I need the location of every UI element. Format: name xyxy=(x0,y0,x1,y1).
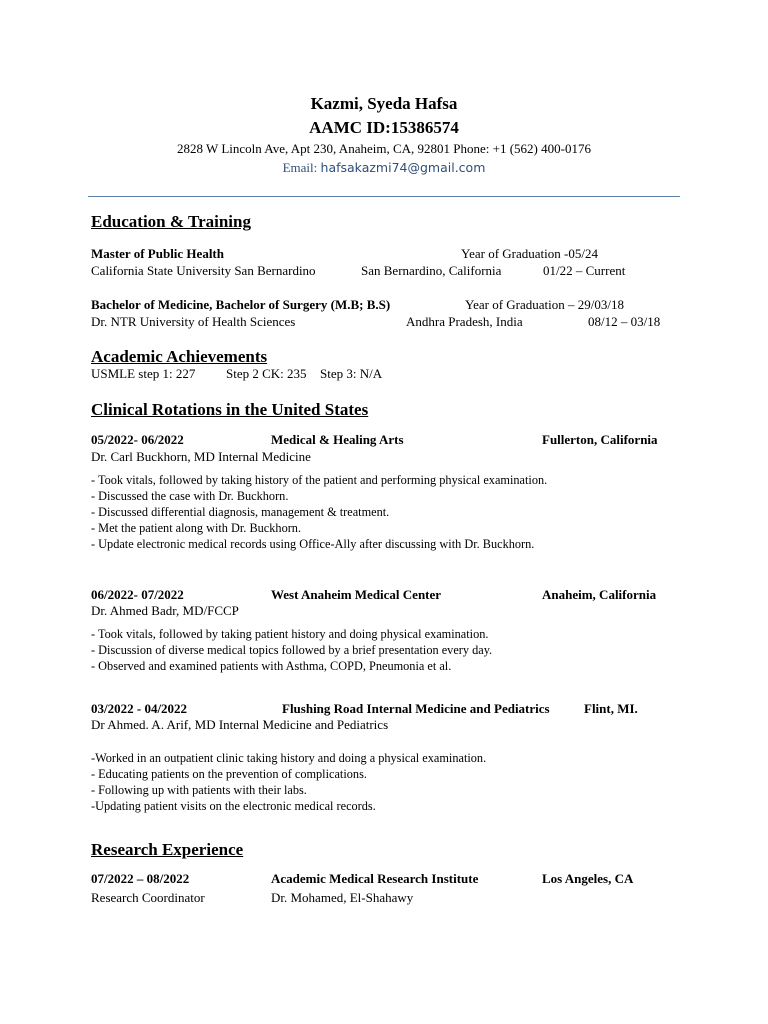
contact-address: 2828 W Lincoln Ave, Apt 230, Anaheim, CA, 92801 Phone: +1 (562) 400-0176 xyxy=(177,141,591,156)
rotation-doctor: Dr. Ahmed Badr, MD/FCCP xyxy=(91,603,239,618)
graduation-year: Year of Graduation – 29/03/18 xyxy=(465,297,624,312)
candidate-name: Kazmi, Syeda Hafsa xyxy=(310,94,458,113)
research-dates: 07/2022 – 08/2022 xyxy=(91,871,190,886)
email-link[interactable]: hafsakazmi74@gmail.com xyxy=(320,160,486,175)
school-name: Dr. NTR University of Health Sciences xyxy=(91,314,296,329)
graduation-year: Year of Graduation -05/24 xyxy=(461,246,598,261)
rotation-bullet: - Following up with patients with their labs. xyxy=(91,783,307,797)
section-heading-research: Research Experience xyxy=(91,840,244,859)
rotation-bullet: - Took vitals, followed by taking patient history and doing physical examination. xyxy=(91,627,489,641)
degree-title: Bachelor of Medicine, Bachelor of Surgery (M.B; B.S) xyxy=(91,297,391,312)
research-role: Research Coordinator xyxy=(91,890,205,905)
rotation-bullet: - Took vitals, followed by taking history of the patient and performing physical examination. xyxy=(91,473,548,487)
rotation-bullet: - Discussed the case with Dr. Buckhorn. xyxy=(91,489,289,503)
rotation-place: Medical & Healing Arts xyxy=(271,432,404,447)
rotation-bullet: - Observed and examined patients with Asthma, COPD, Pneumonia et al. xyxy=(91,659,452,673)
rotation-place: West Anaheim Medical Center xyxy=(271,587,442,602)
rotation-location: Anaheim, California xyxy=(542,587,657,602)
rotation-dates: 05/2022- 06/2022 xyxy=(91,432,184,447)
usmle-step3: Step 3: N/A xyxy=(320,366,383,381)
rotation-doctor: Dr Ahmed. A. Arif, MD Internal Medicine and Pediatrics xyxy=(91,717,389,732)
section-heading-achievements: Academic Achievements xyxy=(91,347,268,366)
rotation-bullet: - Met the patient along with Dr. Buckhorn. xyxy=(91,521,302,535)
school-name: California State University San Bernardino xyxy=(91,263,316,278)
rotation-doctor: Dr. Carl Buckhorn, MD Internal Medicine xyxy=(91,449,311,464)
research-location: Los Angeles, CA xyxy=(542,871,634,886)
research-supervisor: Dr. Mohamed, El-Shahawy xyxy=(271,890,414,905)
school-location: Andhra Pradesh, India xyxy=(406,314,523,329)
contact-email-line xyxy=(0,160,768,176)
rotation-dates: 06/2022- 07/2022 xyxy=(91,587,184,602)
section-heading-rotations: Clinical Rotations in the United States xyxy=(91,400,369,419)
rotation-bullet: -Updating patient visits on the electronic medical records. xyxy=(91,799,376,813)
usmle-step2: Step 2 CK: 235 xyxy=(226,366,307,381)
research-place: Academic Medical Research Institute xyxy=(271,871,479,886)
rotation-place: Flushing Road Internal Medicine and Pediatrics xyxy=(282,701,550,716)
usmle-step1: USMLE step 1: 227 xyxy=(91,366,196,381)
rotation-bullet: - Discussion of diverse medical topics followed by a brief presentation every day. xyxy=(91,643,493,657)
email-label: Email: xyxy=(282,160,321,175)
degree-title: Master of Public Health xyxy=(91,246,224,261)
rotation-bullet: -Worked in an outpatient clinic taking history and doing a physical examination. xyxy=(91,751,487,765)
rotation-bullet: - Discussed differential diagnosis, management & treatment. xyxy=(91,505,390,519)
aamc-id: AAMC ID:15386574 xyxy=(309,118,459,137)
rotation-bullet: - Update electronic medical records using Office-Ally after discussing with Dr. Buckhorn. xyxy=(91,537,535,551)
header-divider xyxy=(88,196,680,197)
study-dates: 01/22 – Current xyxy=(543,263,626,278)
section-heading-education: Education & Training xyxy=(91,212,251,231)
rotation-location: Fullerton, California xyxy=(542,432,658,447)
study-dates: 08/12 – 03/18 xyxy=(588,314,661,329)
rotation-dates: 03/2022 - 04/2022 xyxy=(91,701,188,716)
school-location: San Bernardino, California xyxy=(361,263,502,278)
rotation-location: Flint, MI. xyxy=(584,701,638,716)
rotation-bullet: - Educating patients on the prevention of complications. xyxy=(91,767,367,781)
